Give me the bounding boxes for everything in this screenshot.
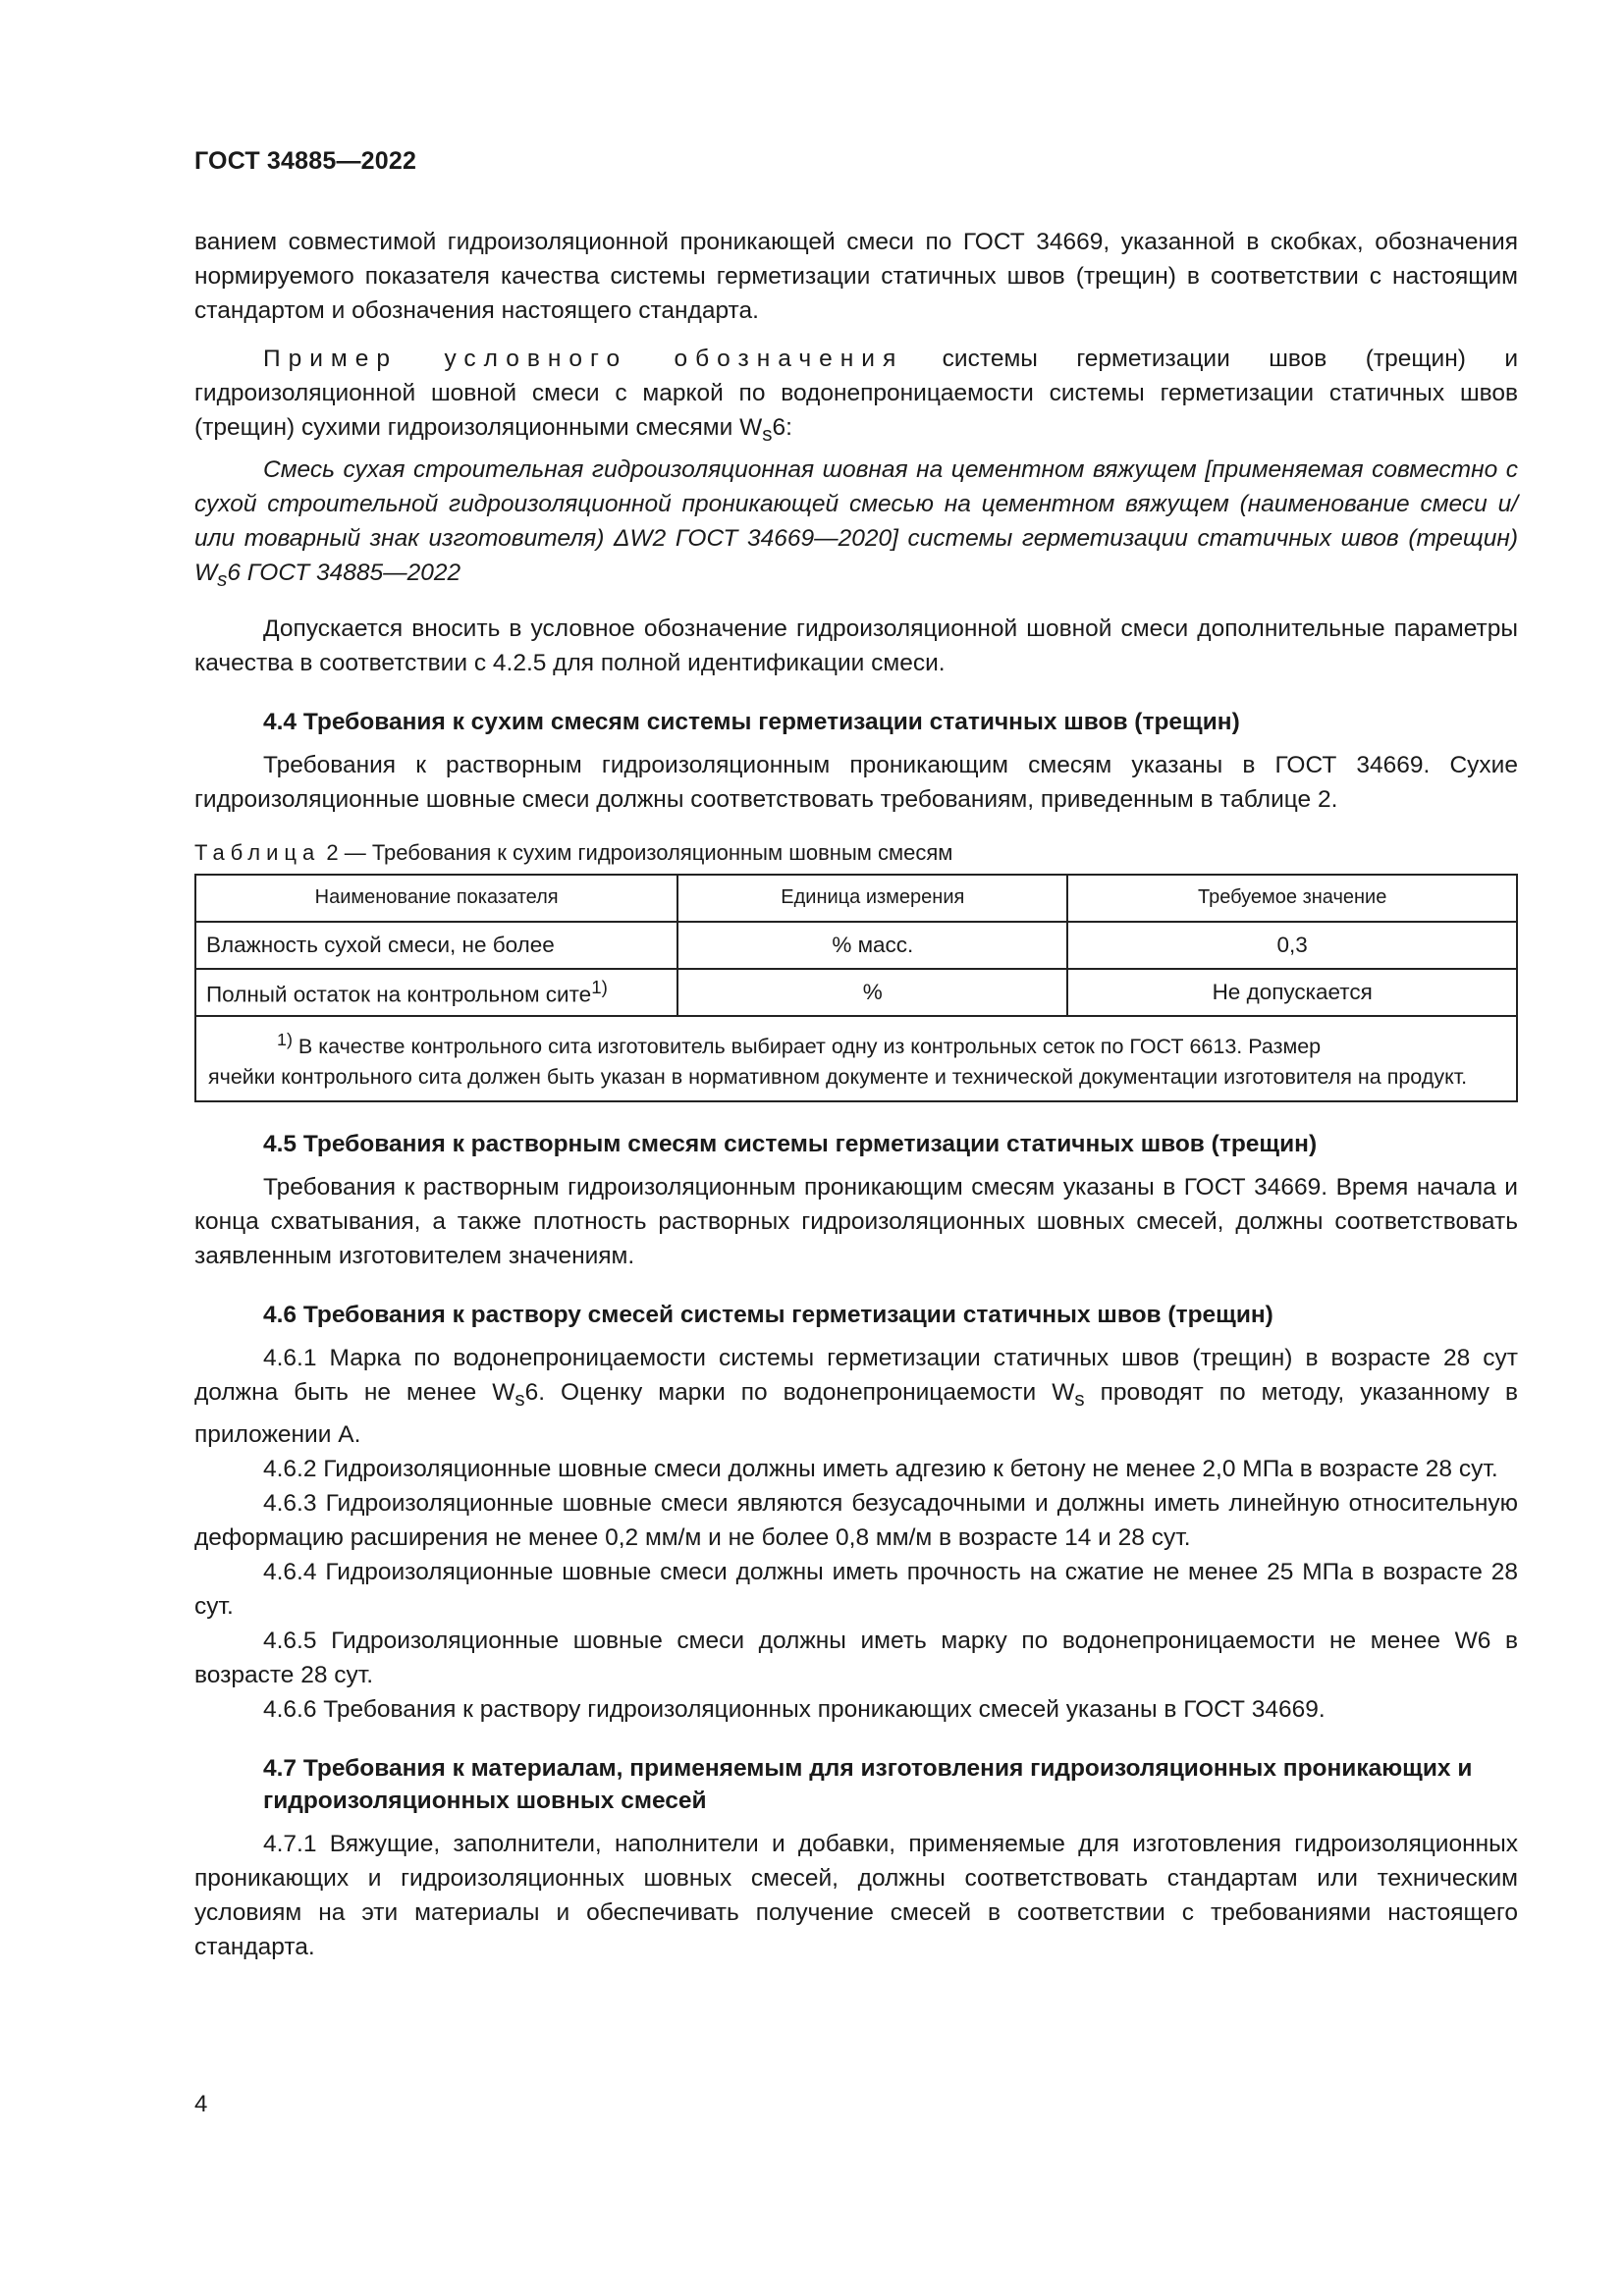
paragraph-4-6-1 (194, 1341, 1518, 1452)
table-cell: 0,3 (1067, 922, 1517, 969)
table-header: Требуемое значение (1067, 875, 1517, 922)
table-footnote (195, 1016, 1517, 1101)
paragraph-4-4: Требования к растворным гидроизоляционным проникающим смесям указаны в ГОСТ 34669. Сухие гидроизоляционные шовные смеси должны соответствовать требованиям, приведенным в таблице 2. (194, 751, 1518, 813)
text: 4.6.1 Марка по водонепроницаемости системы герметизации статичных швов (трещин) в возрасте 28 сут должна быть не менее W (194, 1344, 1518, 1406)
example-designation (194, 453, 1518, 598)
table-cell: % масс. (677, 922, 1067, 969)
table-cell: Не допускается (1067, 969, 1517, 1016)
subscript: s (514, 1388, 525, 1411)
requirements-table (194, 874, 1518, 1102)
footnote-text: В качестве контрольного сита изготовитель выбирает одну из контрольных сеток по ГОСТ 6613. Размер (292, 1034, 1322, 1058)
example-paragraph (194, 342, 1518, 453)
table-cell (195, 969, 677, 1016)
paragraph-4-6-4: 4.6.4 Гидроизоляционные шовные смеси должны иметь прочность на сжатие не менее 25 МПа в возрасте 28 сут. (194, 1558, 1518, 1620)
example-text: системы герметизации швов (трещин) и гидроизоляционной шовной смеси с маркой по водонепроницаемости системы герметизации статичных швов (трещин) сухими гидроизоляционными смесями W (194, 346, 1519, 441)
footnote-marker: 1) (277, 1029, 293, 1049)
table-header: Наименование показателя (195, 875, 677, 922)
footnote-first-line (208, 1025, 1504, 1062)
section-heading-4-4: 4.4 Требования к сухим смесям системы герметизации статичных швов (трещин) (263, 708, 1240, 735)
section-heading-4-7: 4.7 Требования к материалам, применяемым для изготовления гидроизоляционных проникающих и гидроизоляционных шовных смесей (263, 1754, 1473, 1814)
subscript: s (217, 568, 228, 591)
paragraph-4-6-2: 4.6.2 Гидроизоляционные шовные смеси должны иметь адгезию к бетону не менее 2,0 МПа в возрасте 28 сут. (263, 1455, 1498, 1482)
table-cell: Влажность сухой смеси, не более (195, 922, 677, 969)
paragraph-allow: Допускается вносить в условное обозначение гидроизоляционной шовной смеси дополнительные параметры качества в соответствии с 4.2.5 для полной идентификации смеси. (194, 614, 1518, 676)
paragraph-continuation: ванием совместимой гидроизоляционной проникающей смеси по ГОСТ 34669, указанной в скобках, обозначения нормируемого показателя качества системы герметизации статичных швов (трещин) в соответствии с настоящим стандартом и обозначения настоящего стандарта. (194, 229, 1518, 324)
table-caption-text: 2 — Требования к сухим гидроизоляционным шовным смесям (320, 839, 953, 865)
text: 6. Оценку марки по водонепроницаемости W (524, 1378, 1075, 1406)
footnote-text-rest: ячейки контрольного сита должен быть указан в нормативном документе и технической документации изготовителя на продукт. (208, 1064, 1468, 1089)
table-caption-label: Таблица (194, 839, 321, 865)
subscript: s (1074, 1388, 1085, 1411)
document-page (194, 147, 1518, 1964)
table-row (195, 969, 1517, 1016)
table-header: Единица измерения (677, 875, 1067, 922)
page-number: 4 (194, 2091, 208, 2117)
table-header-row (195, 875, 1517, 922)
paragraph-4-7-1: 4.7.1 Вяжущие, заполнители, наполнители и добавки, применяемые для изготовления гидроизоляционных проникающих и гидроизоляционных шовных смесей, должны соответствовать стандартам или техническим условиям на эти материалы и обеспечивать получение смесей в соответствии с требованиями настоящего стандарта. (194, 1830, 1518, 1960)
cell-text: Полный остаток на контрольном сите (206, 982, 592, 1007)
paragraph-4-6-6: 4.6.6 Требования к раствору гидроизоляционных проникающих смесей указаны в ГОСТ 34669. (263, 1695, 1326, 1723)
paragraph-4-6-3: 4.6.3 Гидроизоляционные шовные смеси являются безусадочными и должны иметь линейную относительную деформацию расширения не менее 0,2 мм/м и не более 0,8 мм/м в возрасте 14 и 28 сут. (194, 1489, 1518, 1551)
subscript: s (762, 423, 773, 446)
section-heading-4-5: 4.5 Требования к растворным смесям системы герметизации статичных швов (трещин) (263, 1130, 1318, 1157)
paragraph-4-6-5: 4.6.5 Гидроизоляционные шовные смеси должны иметь марку по водонепроницаемости не менее W6 в возрасте 28 сут. (194, 1627, 1518, 1688)
section-heading-4-6: 4.6 Требования к раствору смесей системы герметизации статичных швов (трещин) (263, 1301, 1273, 1328)
text: проводят по методу, указанному в приложении А. (194, 1378, 1518, 1448)
footnote-marker: 1) (591, 977, 608, 998)
table-note-row (195, 1016, 1517, 1101)
example-label: Пример условного обозначения (263, 346, 904, 372)
document-header: ГОСТ 34885—2022 (194, 147, 417, 175)
designation-text: Смесь сухая строительная гидроизоляционная шовная на цементном вяжущем [применяемая совместно с сухой строительной гидроизоляционной проникающей смесью на цементном вяжущем (наименование смеси и/или товарный знак изготовителя) ΔW2 ГОСТ 34669—2020] системы герметизации статичных швов (трещин) W (194, 455, 1518, 586)
table-row (195, 922, 1517, 969)
designation-text-end: 6 ГОСТ 34885—2022 (227, 559, 461, 586)
paragraph-4-5: Требования к растворным гидроизоляционным проникающим смесям указаны в ГОСТ 34669. Время начала и конца схватывания, а также плотность растворных гидроизоляционных шовных смесей, должны соответствовать заявленным изготовителем значениям. (194, 1173, 1518, 1269)
table-caption (194, 840, 1518, 866)
table-cell: % (677, 969, 1067, 1016)
example-text-end: 6: (772, 414, 792, 441)
